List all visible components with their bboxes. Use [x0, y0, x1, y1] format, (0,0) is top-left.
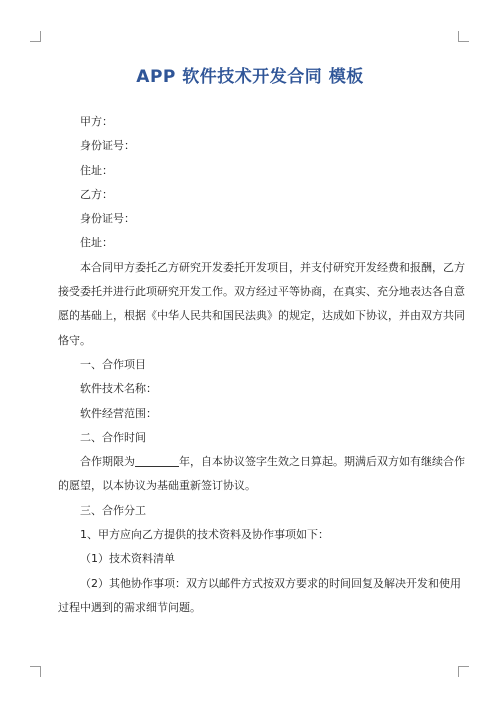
section3-sub-2-line-2: 过程中遇到的需求细节问题。	[58, 600, 201, 614]
period-text-before: 合作期限为	[80, 455, 135, 469]
intro-line-3: 愿的基础上，根据《中华人民共和国民法典》的规定，达成如下协议，并由双方共同	[58, 309, 465, 323]
section3-item-1: 1、甲方应向乙方提供的技术资料及协作事项如下：	[80, 528, 329, 542]
document-body	[58, 110, 465, 620]
cooperation-period-line-2: 的愿望，以本协议为基础重新签订协议。	[58, 479, 256, 493]
party-b-address-label: 住址：	[80, 236, 113, 250]
section3-heading: 三、合作分工	[80, 503, 146, 517]
intro-line-1: 本合同甲方委托乙方研究开发委托开发项目，并支付研究开发经费和报酬，乙方	[80, 260, 465, 274]
software-scope-label: 软件经营范围：	[80, 406, 157, 420]
party-b-id-label: 身份证号：	[80, 212, 135, 226]
period-blank-underline	[135, 454, 179, 467]
crop-mark-bottom-left	[30, 666, 41, 677]
document-title: APP 软件技术开发合同 模板	[136, 67, 364, 87]
party-a-address-label: 住址：	[80, 163, 113, 177]
party-a-id-label: 身份证号：	[80, 139, 135, 153]
section1-heading: 一、合作项目	[80, 357, 146, 371]
section3-sub-1: （1）技术资料清单	[80, 552, 175, 566]
crop-mark-top-right	[458, 31, 469, 42]
section3-sub-2-line-1: （2）其他协作事项：双方以邮件方式按双方要求的时间回复及解决开发和使用	[80, 576, 461, 590]
cooperation-period-line	[58, 450, 465, 474]
intro-line-2: 接受委托并进行此项研究开发工作。双方经过平等协商，在真实、充分地表达各自意	[58, 285, 465, 299]
party-b-label: 乙方：	[80, 187, 113, 201]
party-a-label: 甲方：	[80, 115, 113, 128]
period-text-after: 年，自本协议签字生效之日算起。期满后双方如有继续合作	[179, 455, 465, 469]
crop-mark-bottom-right	[458, 666, 469, 677]
software-name-label: 软件技术名称：	[80, 382, 157, 396]
section2-heading: 二、合作时间	[80, 430, 146, 444]
crop-mark-top-left	[30, 31, 41, 42]
intro-line-4: 恪守。	[58, 333, 91, 347]
